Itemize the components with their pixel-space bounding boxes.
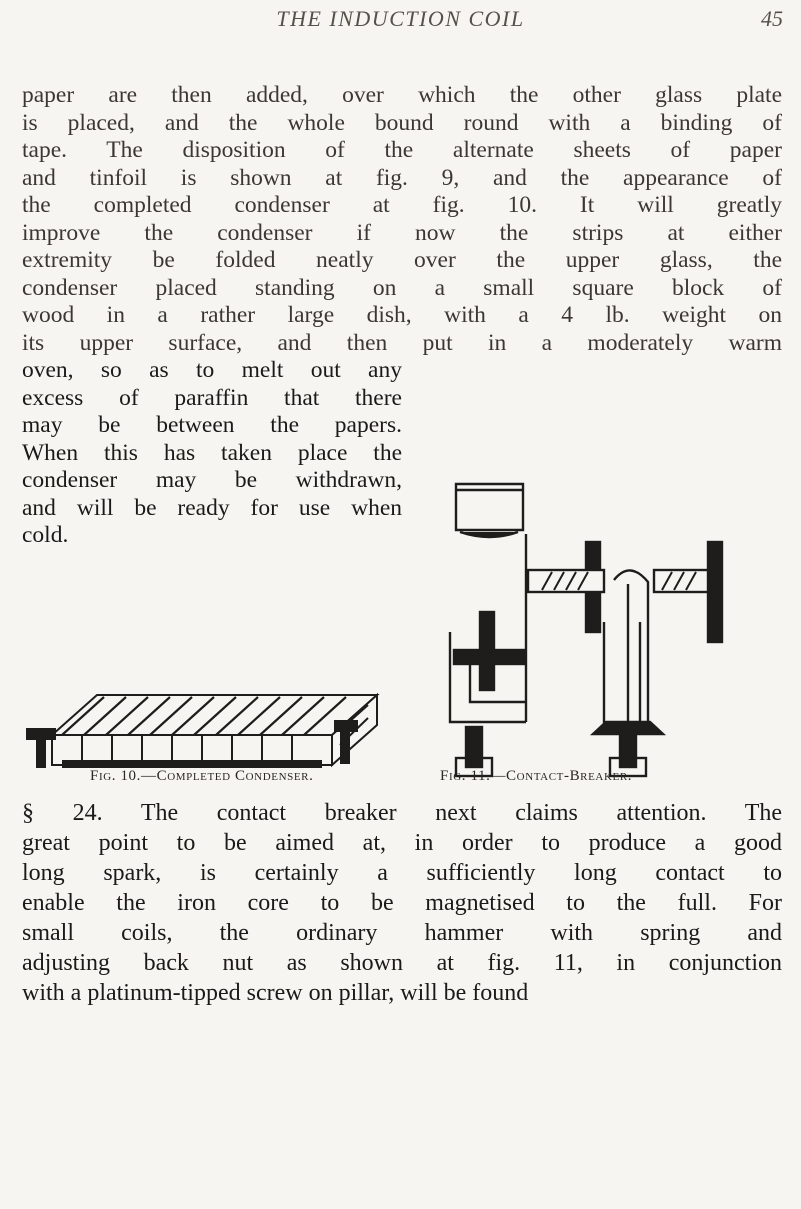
text-line: oven, so as to melt out any xyxy=(22,357,402,383)
text-line: with a platinum-tipped screw on pillar, will be found xyxy=(22,980,529,1006)
text-line: the completed condenser at fig. 10. It will greatly xyxy=(22,192,782,218)
text-line: extremity be folded neatly over the upper glass, the xyxy=(22,247,782,273)
text-line: small coils, the ordinary hammer with spring and xyxy=(22,920,782,946)
text-line: adjusting back nut as shown at fig. 11, in conjunction xyxy=(22,950,782,976)
text-line: wood in a rather large dish, with a 4 lb. weight on xyxy=(22,302,782,328)
fig10-caption: Fig. 10.—Completed Condenser. xyxy=(90,768,314,784)
text-line: great point to be aimed at, in order to produce a good xyxy=(22,830,782,856)
paragraph-condenser xyxy=(22,82,782,357)
text-line: and tinfoil is shown at fig. 9, and the appearance of xyxy=(22,164,782,191)
contact-breaker-illustration xyxy=(418,472,788,782)
text-line: § 24. The contact breaker next claims attention. The xyxy=(22,800,782,826)
text-line: improve the condenser if now the strips at either xyxy=(22,219,782,246)
paragraph-condenser-wrap xyxy=(22,357,402,550)
text-line: cold. xyxy=(22,522,69,548)
text-line: and will be ready for use when xyxy=(22,494,402,521)
text-line: enable the iron core to be magnetised to the full. For xyxy=(22,890,782,916)
text-line: its upper surface, and then put in a moderately warm xyxy=(22,329,782,356)
text-line: condenser placed standing on a small square block of xyxy=(22,274,782,301)
text-line: long spark, is certainly a sufficiently long contact to xyxy=(22,860,782,886)
fig11-caption: Fig. 11.—Contact-Breaker. xyxy=(440,768,633,784)
running-title: THE INDUCTION COIL xyxy=(276,6,525,31)
text-line: When this has taken place the xyxy=(22,439,402,466)
page-number: 45 xyxy=(761,6,783,31)
text-line: is placed, and the whole bound round with a binding of xyxy=(22,109,782,136)
completed-condenser-illustration xyxy=(22,690,402,772)
text-line: condenser may be withdrawn, xyxy=(22,467,402,493)
text-line: may be between the papers. xyxy=(22,412,402,438)
text-line: paper are then added, over which the other glass plate xyxy=(22,82,782,108)
text-line: excess of paraffin that there xyxy=(22,384,402,411)
page-header xyxy=(0,4,801,40)
paragraph-contact-breaker xyxy=(22,798,782,1008)
text-line: tape. The disposition of the alternate sheets of paper xyxy=(22,137,782,163)
